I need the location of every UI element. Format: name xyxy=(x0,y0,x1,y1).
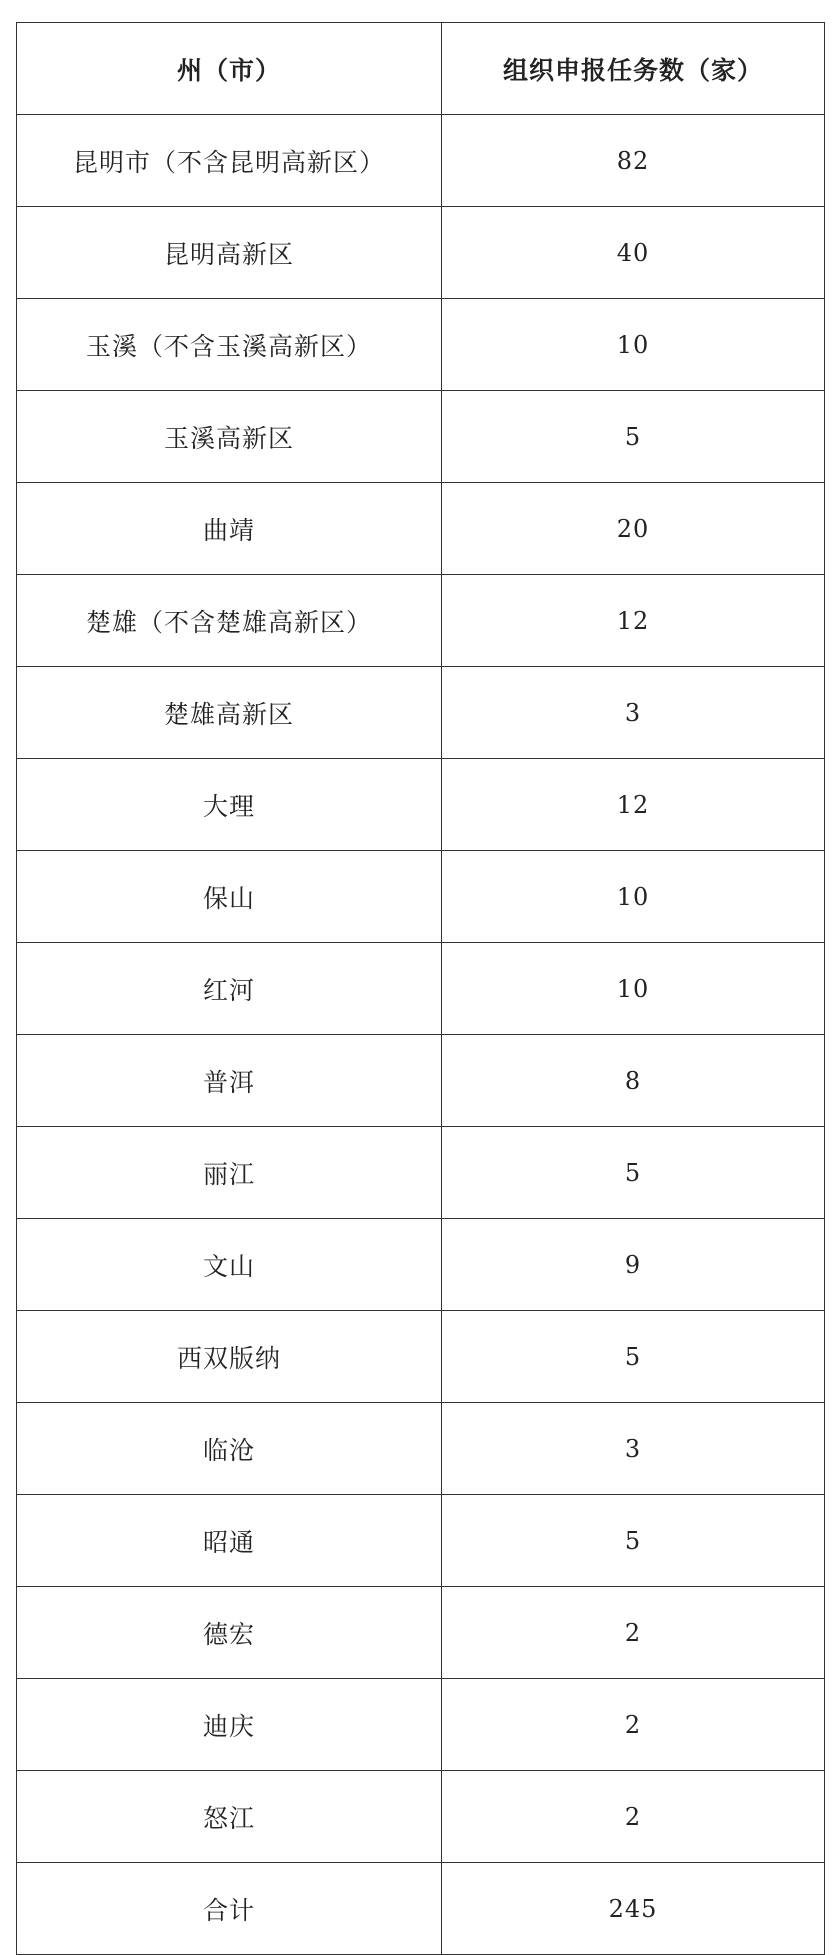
region-cell: 红河 xyxy=(17,943,442,1035)
total-label-cell: 合计 xyxy=(17,1863,442,1955)
table-row xyxy=(17,943,825,1035)
table-row xyxy=(17,1403,825,1495)
table-row xyxy=(17,1771,825,1863)
count-cell: 10 xyxy=(442,299,825,391)
table-row xyxy=(17,851,825,943)
count-cell: 3 xyxy=(442,1403,825,1495)
region-cell: 楚雄（不含楚雄高新区） xyxy=(17,575,442,667)
table-row xyxy=(17,1311,825,1403)
count-cell: 5 xyxy=(442,1495,825,1587)
count-cell: 82 xyxy=(442,115,825,207)
table-row xyxy=(17,299,825,391)
count-cell: 12 xyxy=(442,575,825,667)
total-row xyxy=(17,1863,825,1955)
region-cell: 玉溪（不含玉溪高新区） xyxy=(17,299,442,391)
region-cell: 昆明高新区 xyxy=(17,207,442,299)
table-row xyxy=(17,759,825,851)
region-cell: 楚雄高新区 xyxy=(17,667,442,759)
region-cell: 迪庆 xyxy=(17,1679,442,1771)
table-row xyxy=(17,667,825,759)
count-cell: 40 xyxy=(442,207,825,299)
table-row xyxy=(17,391,825,483)
count-cell: 20 xyxy=(442,483,825,575)
count-cell: 10 xyxy=(442,851,825,943)
region-cell: 西双版纳 xyxy=(17,1311,442,1403)
count-cell: 9 xyxy=(442,1219,825,1311)
region-cell: 临沧 xyxy=(17,1403,442,1495)
region-cell: 保山 xyxy=(17,851,442,943)
count-cell: 2 xyxy=(442,1771,825,1863)
table-row xyxy=(17,483,825,575)
table-row xyxy=(17,115,825,207)
count-cell: 12 xyxy=(442,759,825,851)
task-allocation-table xyxy=(16,22,825,1955)
region-cell: 德宏 xyxy=(17,1587,442,1679)
table-row xyxy=(17,1035,825,1127)
count-cell: 5 xyxy=(442,391,825,483)
table-row xyxy=(17,1495,825,1587)
region-cell: 昆明市（不含昆明高新区） xyxy=(17,115,442,207)
count-cell: 5 xyxy=(442,1311,825,1403)
count-cell: 5 xyxy=(442,1127,825,1219)
header-task-count: 组织申报任务数（家） xyxy=(442,23,825,115)
count-cell: 2 xyxy=(442,1679,825,1771)
table-row xyxy=(17,1679,825,1771)
region-cell: 怒江 xyxy=(17,1771,442,1863)
total-count-cell: 245 xyxy=(442,1863,825,1955)
table-row xyxy=(17,207,825,299)
region-cell: 曲靖 xyxy=(17,483,442,575)
table-row xyxy=(17,1127,825,1219)
region-cell: 玉溪高新区 xyxy=(17,391,442,483)
table-header-row xyxy=(17,23,825,115)
region-cell: 昭通 xyxy=(17,1495,442,1587)
count-cell: 8 xyxy=(442,1035,825,1127)
region-cell: 普洱 xyxy=(17,1035,442,1127)
table-row xyxy=(17,1587,825,1679)
region-cell: 大理 xyxy=(17,759,442,851)
region-cell: 文山 xyxy=(17,1219,442,1311)
count-cell: 3 xyxy=(442,667,825,759)
table-row xyxy=(17,1219,825,1311)
count-cell: 10 xyxy=(442,943,825,1035)
header-region: 州（市） xyxy=(17,23,442,115)
region-cell: 丽江 xyxy=(17,1127,442,1219)
count-cell: 2 xyxy=(442,1587,825,1679)
table-row xyxy=(17,575,825,667)
task-allocation-table-container xyxy=(16,22,824,1937)
